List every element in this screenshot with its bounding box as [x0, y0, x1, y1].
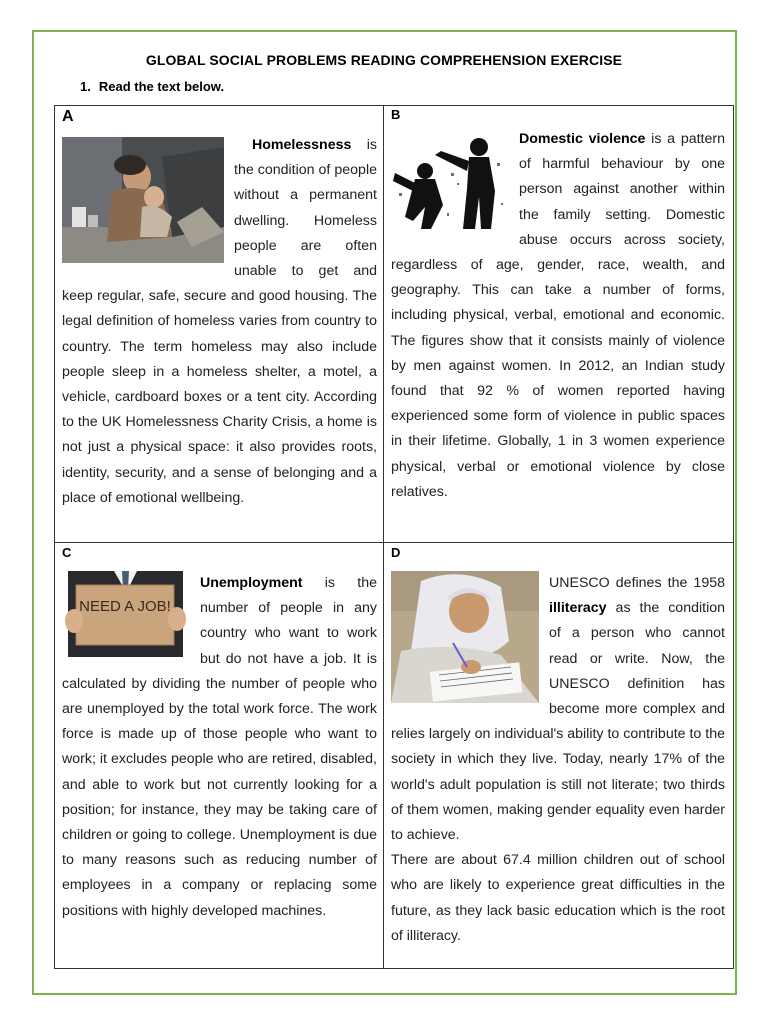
- domestic-violence-silhouette: [391, 133, 509, 229]
- instruction: [80, 79, 224, 94]
- section-c: [62, 545, 377, 924]
- section-d-paragraph-2: There are about 67.4 million children out of school who are likely to experience great difficulties in the future, as they lack basic education which is the root of illiteracy.: [391, 852, 725, 944]
- section-text: is a pattern of harmful behaviour by one person against another within the family setting. Domestic abuse occurs across society, regardless of age, gender, race, wealth, and geography. This can take a number of forms, including physical, verbal, emotional and economic. The figures show that it consists mainly of violence by men against women. In 2012, an Indian study found that 92 % of women reported having experienced some form of violence in public spaces in their lifetime. Globally, 1 in 3 women experience physical, verbal or emotional violence by close relatives.: [391, 131, 725, 500]
- illiteracy-photo: [391, 571, 539, 703]
- section-text-before: UNESCO defines the 1958: [549, 575, 725, 591]
- table-divider-vertical: [383, 105, 384, 969]
- section-term: Homelessness: [252, 137, 352, 153]
- section-text: is the number of people in any country who want to work but do not have a job. It is calculated by dividing the number of people who are unemployed by the total work force. The work force is made up of those people who want to work; it excludes people who are retired, disabled, and able to work but not currently looking for a position; for instance, they may be taking care of children or going to college. Unemployment is due to many reasons such as reducing number of employees in a company or replacing some positions with highly developed machines.: [62, 575, 377, 919]
- section-d: [391, 545, 725, 949]
- section-term: illiteracy: [549, 600, 607, 617]
- section-term: Domestic violence: [519, 131, 646, 147]
- sign-text: NEED A JOB!: [79, 598, 171, 615]
- instruction-number: 1.: [80, 79, 91, 94]
- section-letter: A: [62, 108, 74, 125]
- section-letter: D: [391, 545, 401, 560]
- table-divider-horizontal: [54, 542, 734, 543]
- section-letter: B: [391, 107, 401, 122]
- section-a: [62, 107, 377, 511]
- instruction-text: Read the text below.: [98, 79, 225, 94]
- page-title: GLOBAL SOCIAL PROBLEMS READING COMPREHENSION EXERCISE: [145, 52, 623, 68]
- unemployment-photo: [62, 571, 189, 657]
- section-term: Unemployment: [200, 575, 303, 591]
- section-letter: C: [62, 545, 72, 560]
- section-text-after: as the condition of a person who cannot read or write. Now, the UNESCO definition has become more complex and relies largely on individual's ability to contribute to the society in which they live. Today, nearly 17% of the world's adult population is still not literate; two thirds of them women, making gender equality even harder to achieve.: [391, 600, 725, 844]
- homelessness-photo: [62, 137, 224, 263]
- section-b: [391, 107, 725, 505]
- section-text: is the condition of people without a permanent dwelling. Homeless people are often unable to get and keep regular, safe, secure and good housing. The legal definition of homeless varies from country to country. The term homeless may also include people sleep in a homeless shelter, a motel, a vehicle, cardboard boxes or a tent city. According to the UK Homelessness Charity Crisis, a home is not just a physical space: it also provides roots, identity, security, and a sense of belonging and a place of emotional wellbeing.: [62, 137, 377, 506]
